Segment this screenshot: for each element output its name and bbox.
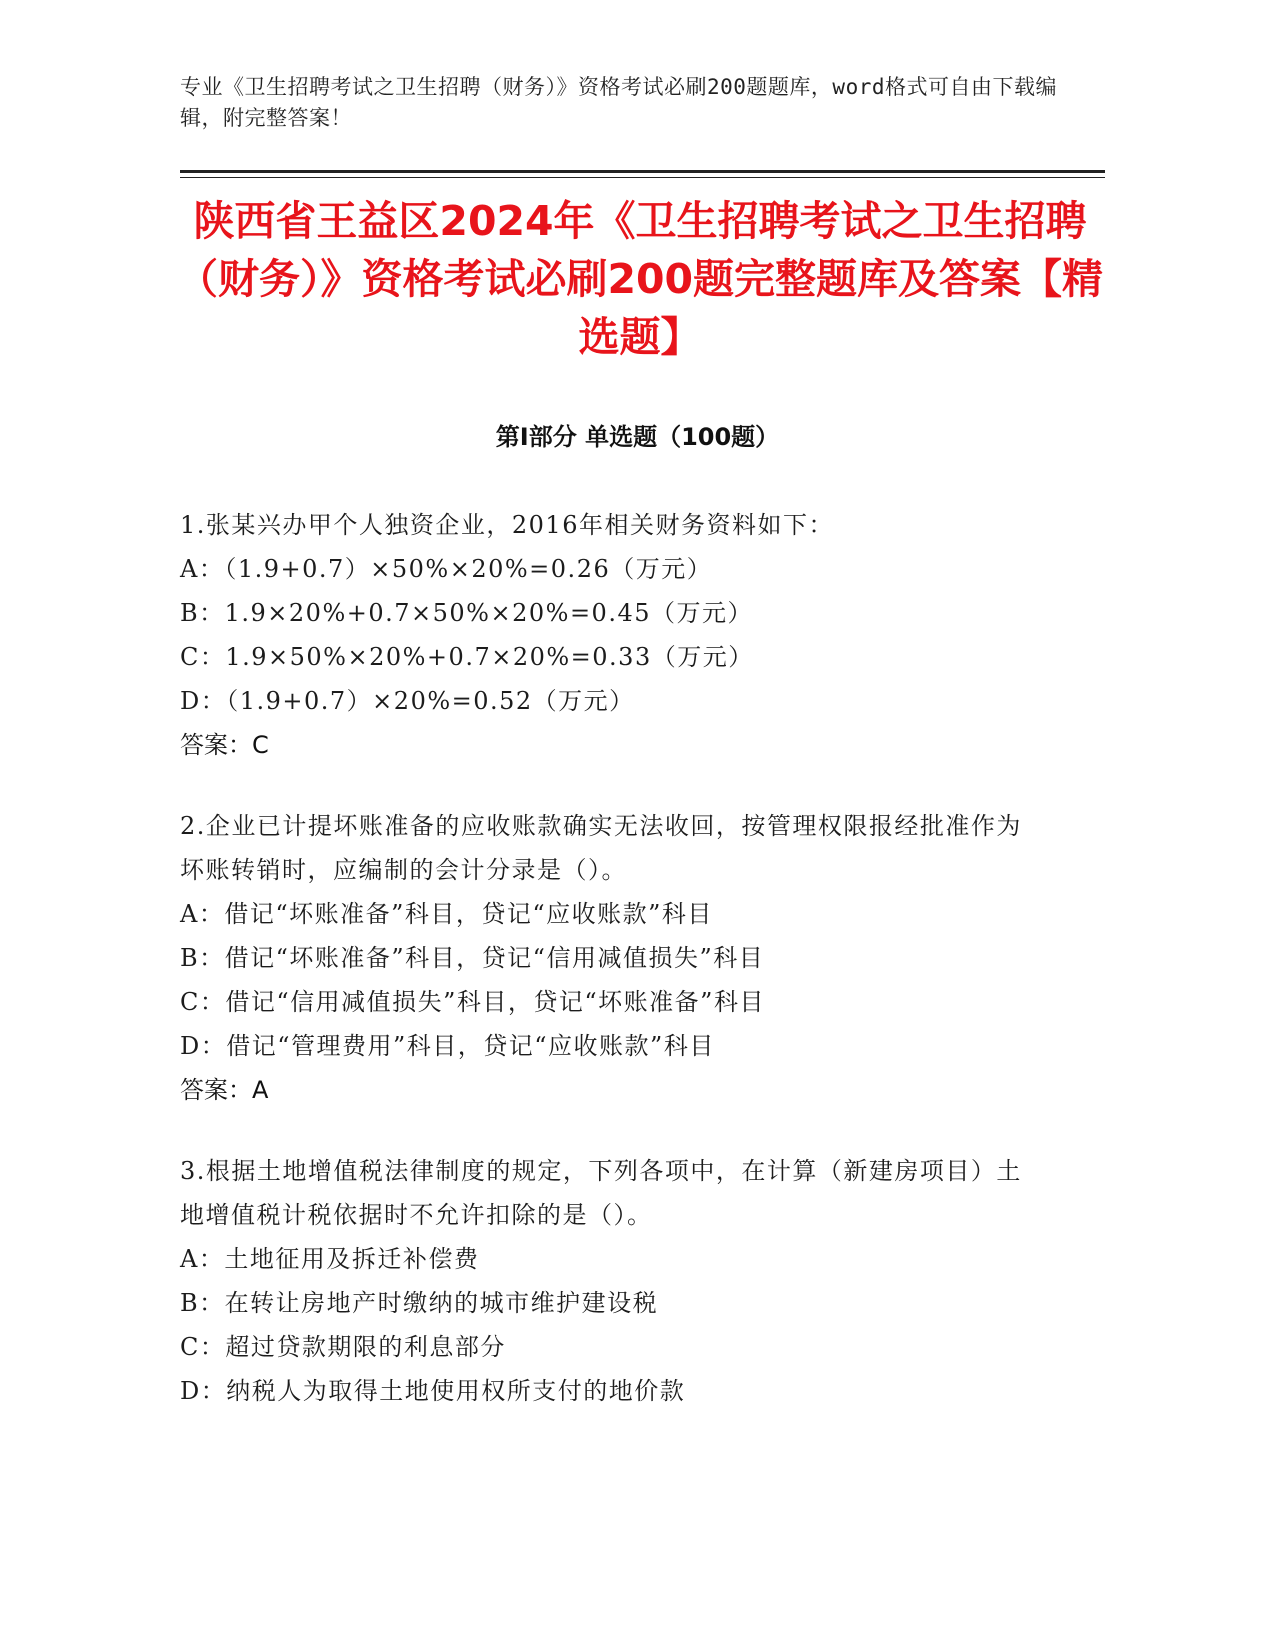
header-rule-thick	[180, 170, 1105, 173]
option-b: B：1.9×20%+0.7×50%×20%=0.45（万元）	[180, 599, 753, 627]
option-b: B：在转让房地产时缴纳的城市维护建设税	[180, 1289, 659, 1317]
question-2	[180, 804, 1040, 1112]
option-c: C：超过贷款期限的利息部分	[180, 1333, 506, 1361]
section-title: 第Ⅰ部分 单选题（100题）	[495, 423, 780, 451]
question-stem: 3.根据土地增值税法律制度的规定，下列各项中，在计算（新建房项目）土地增值税计税依据时不允许扣除的是（）。	[180, 1157, 1022, 1229]
question-3	[180, 1149, 1040, 1413]
header-note: 专业《卫生招聘考试之卫生招聘（财务）》资格考试必刷200题题库，word格式可自由下载编辑，附完整答案！	[180, 75, 1057, 130]
header-rule-thin	[180, 177, 1105, 178]
question-stem: 2.企业已计提坏账准备的应收账款确实无法收回，按管理权限报经批准作为坏账转销时，应编制的会计分录是（）。	[180, 812, 1022, 884]
option-a: A：（1.9+0.7）×50%×20%=0.26（万元）	[180, 555, 713, 583]
option-d: D：借记“管理费用”科目，贷记“应收账款”科目	[180, 1032, 715, 1060]
answer: 答案：C	[180, 731, 269, 759]
question-list	[180, 503, 1040, 1450]
question-1	[180, 503, 1040, 767]
question-stem: 1.张某兴办甲个人独资企业，2016年相关财务资料如下：	[180, 511, 834, 539]
option-d: D：（1.9+0.7）×20%=0.52（万元）	[180, 687, 635, 715]
answer: 答案：A	[180, 1076, 269, 1104]
option-a: A：借记“坏账准备”科目，贷记“应收账款”科目	[180, 900, 713, 928]
option-d: D：纳税人为取得土地使用权所支付的地价款	[180, 1377, 686, 1405]
document-title: 陕西省王益区2024年《卫生招聘考试之卫生招聘（财务）》资格考试必刷200题完整题库及答案【精选题】	[176, 197, 1104, 361]
option-b: B：借记“坏账准备”科目，贷记“信用减值损失”科目	[180, 944, 765, 972]
option-c: C：1.9×50%×20%+0.7×20%=0.33（万元）	[180, 643, 754, 671]
option-c: C：借记“信用减值损失”科目，贷记“坏账准备”科目	[180, 988, 765, 1016]
option-a: A：土地征用及拆迁补偿费	[180, 1245, 480, 1273]
